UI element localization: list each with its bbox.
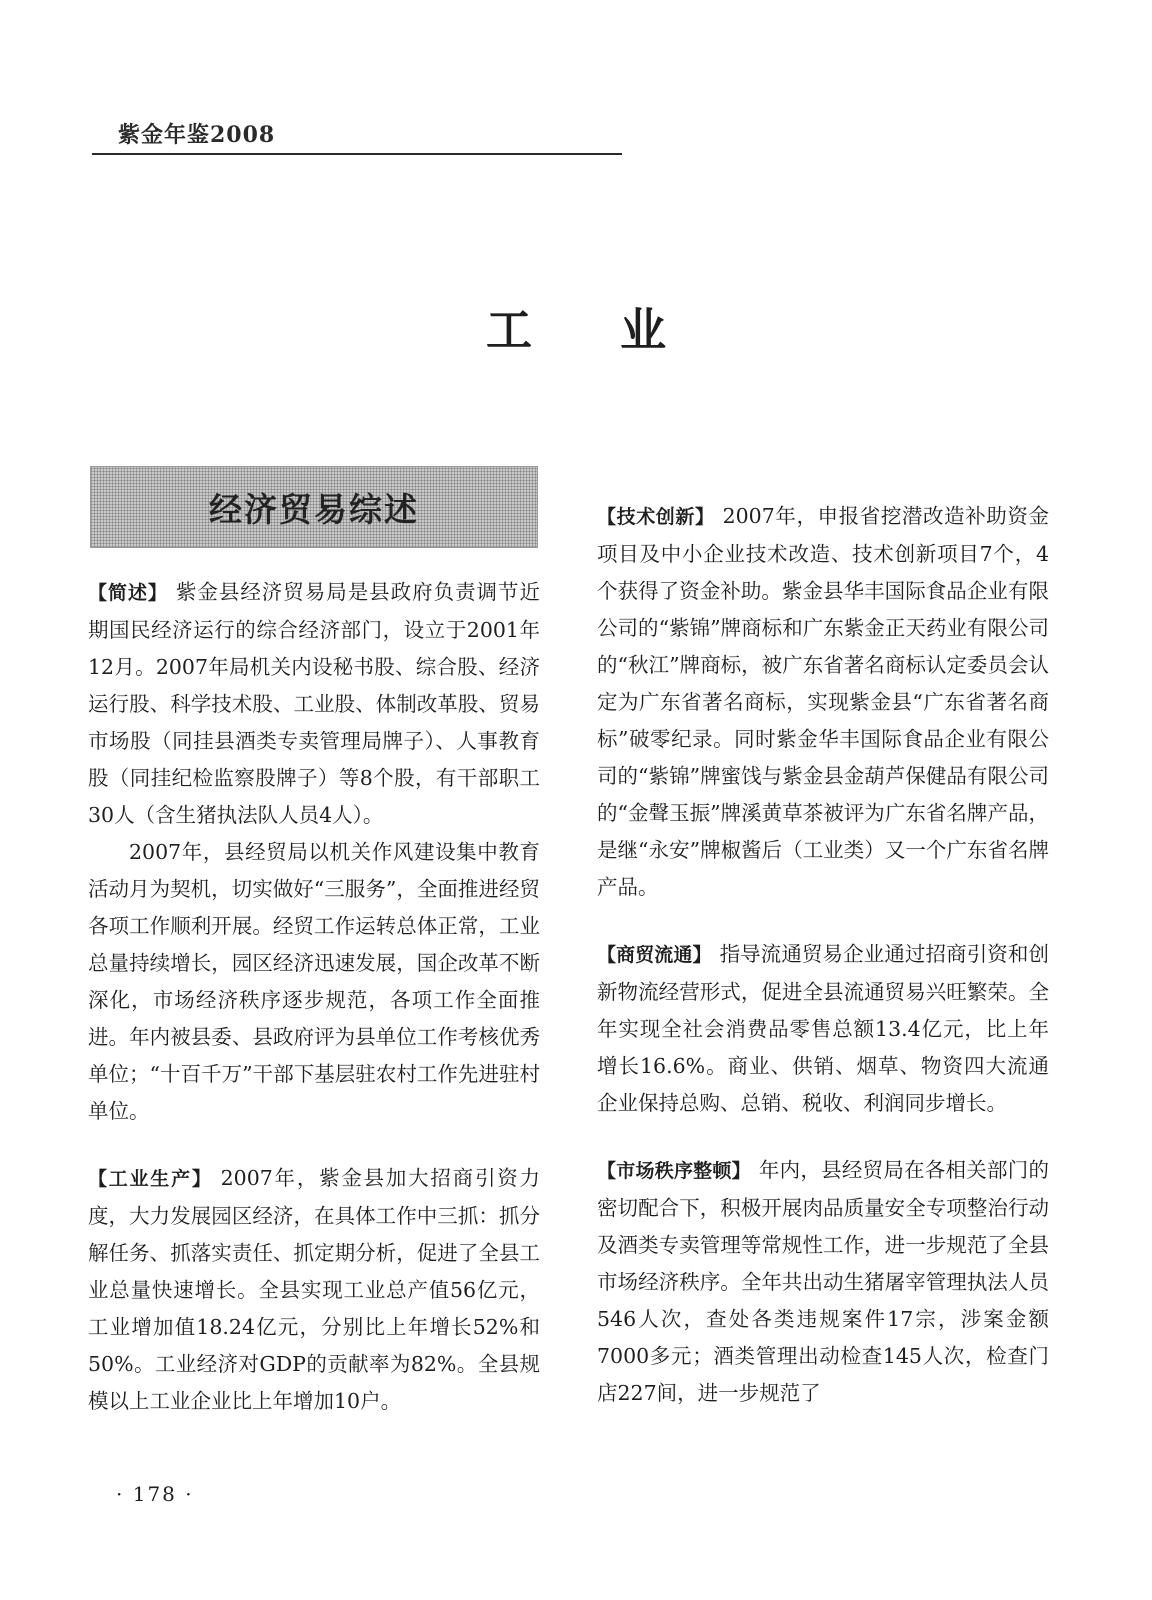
paragraph-text: 年内，县经贸局在各相关部门的密切配合下，积极开展肉品质量安全专项整治行动及酒类专卖管理等常规性工作，进一步规范了全县市场经济秩序。全年共出动生猪屠宰管理执法人员546人次，查处各类违规案件17宗，涉案金额7000多元；酒类管理出动检查145人次，检查门店227间，进一步规范了 <box>597 1158 1049 1405</box>
header-rule <box>92 153 622 155</box>
paragraph-tech-innovation <box>597 498 1049 906</box>
paragraph-text: 指导流通贸易企业通过招商引资和创新物流经营形式，促进全县流通贸易兴旺繁荣。全年实现全社会消费品零售总额13.4亿元，比上年增长16.6%。商业、供销、烟草、物资四大流通企业保持总购、总销、税收、利润同步增长。 <box>597 942 1049 1115</box>
paragraph-overview <box>88 574 540 834</box>
left-column <box>88 574 540 1420</box>
paragraph-tag: 【市场秩序整顿】 <box>597 1160 751 1182</box>
paragraph-market-order <box>597 1152 1049 1412</box>
paragraph-text: 2007年，紫金县加大招商引资力度，大力发展园区经济，在具体工作中三抓：抓分解任务、抓落实责任、抓定期分析，促进了全县工业总量快速增长。全县实现工业总产值56亿元，工业增加值18.24亿元，分别比上年增长52%和50%。工业经济对GDP的贡献率为82%。全县规模以上工业企业比上年增加10户。 <box>88 1166 540 1413</box>
chapter-title: 工业 <box>486 303 754 357</box>
paragraph-tag: 【技术创新】 <box>597 506 715 528</box>
paragraph-text: 2007年，申报省挖潜改造补助资金项目及中小企业技术改造、技术创新项目7个，4个获得了资金补助。紫金县华丰国际食品企业有限公司的“紫锦”牌商标和广东紫金正天药业有限公司的“秋江”牌商标，被广东省著名商标认定委员会认定为广东省著名商标，实现紫金县“广东省著名商标”破零纪录。同时紫金华丰国际食品企业有限公司的“紫锦”牌蜜饯与紫金县金葫芦保健品有限公司的“金聲玉振”牌溪黄草茶被评为广东省名牌产品，是继“永安”牌椒酱后（工业类）又一个广东省名牌产品。 <box>597 504 1049 899</box>
section-title: 经济贸易综述 <box>209 489 419 529</box>
paragraph-tag: 【简述】 <box>88 582 168 604</box>
paragraph-industrial-production <box>88 1160 540 1420</box>
paragraph-tag: 【商贸流通】 <box>597 944 712 966</box>
paragraph-tag: 【工业生产】 <box>88 1168 213 1190</box>
paragraph-commerce-circulation <box>597 936 1049 1122</box>
paragraph-text: 紫金县经济贸易局是县政府负责调节近期国民经济运行的综合经济部门，设立于2001年12月。2007年局机关内设秘书股、综合股、经济运行股、科学技术股、工业股、体制改革股、贸易市场股（同挂县酒类专卖管理局牌子）、人事教育股（同挂纪检监察股牌子）等8个股，有干部职工30人（含生猪执法队人员4人）。 <box>88 580 540 827</box>
page-number: · 178 · <box>116 1482 194 1506</box>
paragraph-2007-summary <box>88 834 540 1130</box>
paragraph-text: 2007年，县经贸局以机关作风建设集中教育活动月为契机，切实做好“三服务”，全面推进经贸各项工作顺利开展。经贸工作运转总体正常，工业总量持续增长，园区经济迅速发展，国企改革不断深化，市场经济秩序逐步规范，各项工作全面推进。年内被县委、县政府评为县单位工作考核优秀单位；“十百千万”干部下基层驻农村工作先进驻村单位。 <box>88 840 540 1123</box>
running-head: 紫金年鉴2008 <box>118 122 276 148</box>
section-banner <box>90 466 538 548</box>
right-column <box>597 498 1049 1412</box>
